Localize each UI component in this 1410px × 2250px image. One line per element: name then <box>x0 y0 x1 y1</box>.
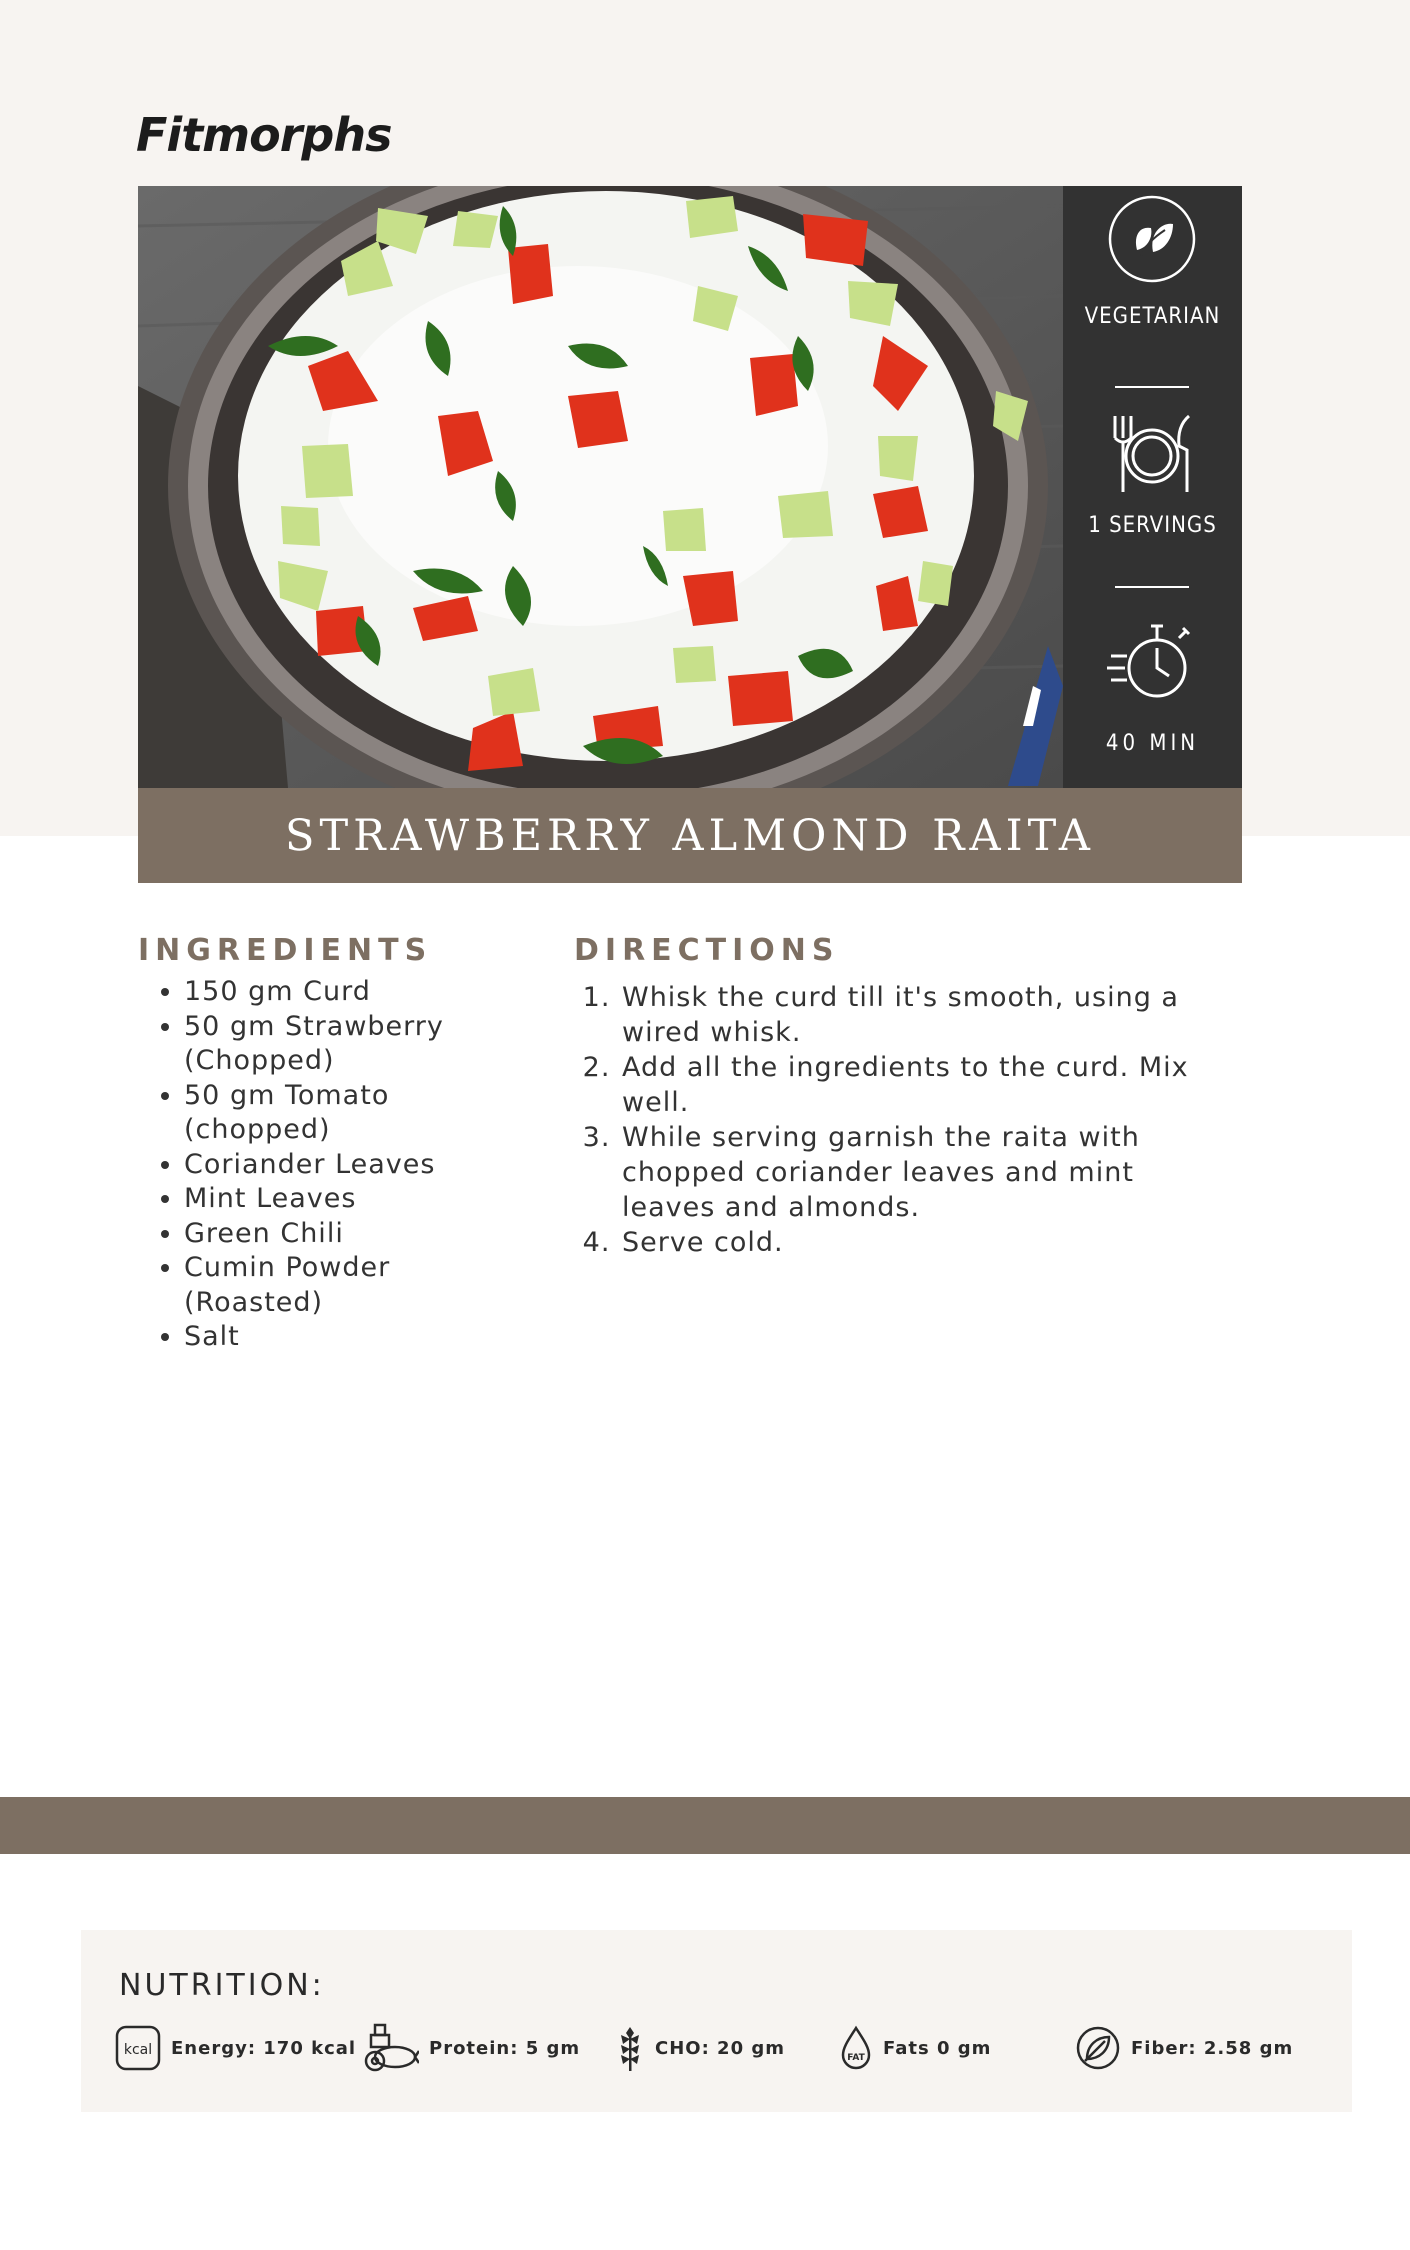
info-divider <box>1115 386 1189 388</box>
nutrition-cho <box>615 2020 785 2076</box>
footer-band <box>0 1797 1410 1854</box>
list-item: • 50 gm Strawberry (Chopped) <box>184 1010 498 1079</box>
list-item: • Cumin Powder (Roasted) <box>184 1251 498 1320</box>
stopwatch-icon <box>1107 616 1197 706</box>
nutrition-fiber <box>1075 2020 1293 2076</box>
kcal-icon <box>115 2025 161 2071</box>
protein-food-icon <box>361 2021 419 2075</box>
fiber-leaf-icon <box>1075 2025 1121 2071</box>
nutrition-fats <box>839 2020 991 2076</box>
list-item: • Coriander Leaves <box>184 1148 498 1183</box>
nutrition-energy <box>115 2020 356 2076</box>
list-item: 4. Serve cold. <box>620 1225 1234 1260</box>
svg-text:kcal: kcal <box>123 2042 153 2058</box>
recipe-title-bar <box>138 788 1242 883</box>
recipe-hero <box>138 186 1242 788</box>
list-item: 3. While serving garnish the raita with chopped coriander leaves and mint leaves and almonds. <box>620 1120 1234 1225</box>
nutrition-heading: NUTRITION: <box>119 1968 325 2003</box>
diet-label: VEGETARIAN <box>1084 304 1221 329</box>
plate-cutlery-icon <box>1107 408 1197 498</box>
leaf-icon <box>1107 194 1197 284</box>
time-label: 40 MIN <box>1105 731 1200 756</box>
servings-label: 1 SERVINGS <box>1088 513 1217 538</box>
list-item: 2. Add all the ingredients to the curd. Mix well. <box>620 1050 1234 1120</box>
nutrition-protein <box>361 2020 580 2076</box>
svg-text:FAT: FAT <box>847 2053 865 2063</box>
directions-list <box>574 980 1234 1260</box>
ingredients-list <box>138 975 498 1355</box>
list-item: • 50 gm Tomato (chopped) <box>184 1079 498 1148</box>
list-item: • Salt <box>184 1320 498 1355</box>
nutrition-label: CHO: 20 gm <box>655 2037 785 2059</box>
list-item: • 150 gm Curd <box>184 975 498 1010</box>
brand-logo: Fitmorphs <box>136 108 392 162</box>
raita-bowl-photo <box>138 186 1063 788</box>
recipe-info-panel <box>1063 186 1242 788</box>
fat-drop-icon <box>839 2025 873 2071</box>
grain-icon <box>615 2025 645 2071</box>
recipe-title: STRAWBERRY ALMOND RAITA <box>285 810 1095 861</box>
list-item: • Green Chili <box>184 1217 498 1252</box>
list-item: • Mint Leaves <box>184 1182 498 1217</box>
nutrition-label: Protein: 5 gm <box>429 2037 581 2059</box>
list-item: 1. Whisk the curd till it's smooth, using a wired whisk. <box>620 980 1234 1050</box>
nutrition-label: Fats 0 gm <box>883 2037 992 2059</box>
nutrition-panel <box>81 1930 1352 2112</box>
ingredients-heading: INGREDIENTS <box>138 933 433 968</box>
info-divider <box>1115 586 1189 588</box>
directions-heading: DIRECTIONS <box>574 933 840 968</box>
nutrition-label: Energy: 170 kcal <box>171 2037 357 2059</box>
nutrition-label: Fiber: 2.58 gm <box>1131 2037 1294 2059</box>
